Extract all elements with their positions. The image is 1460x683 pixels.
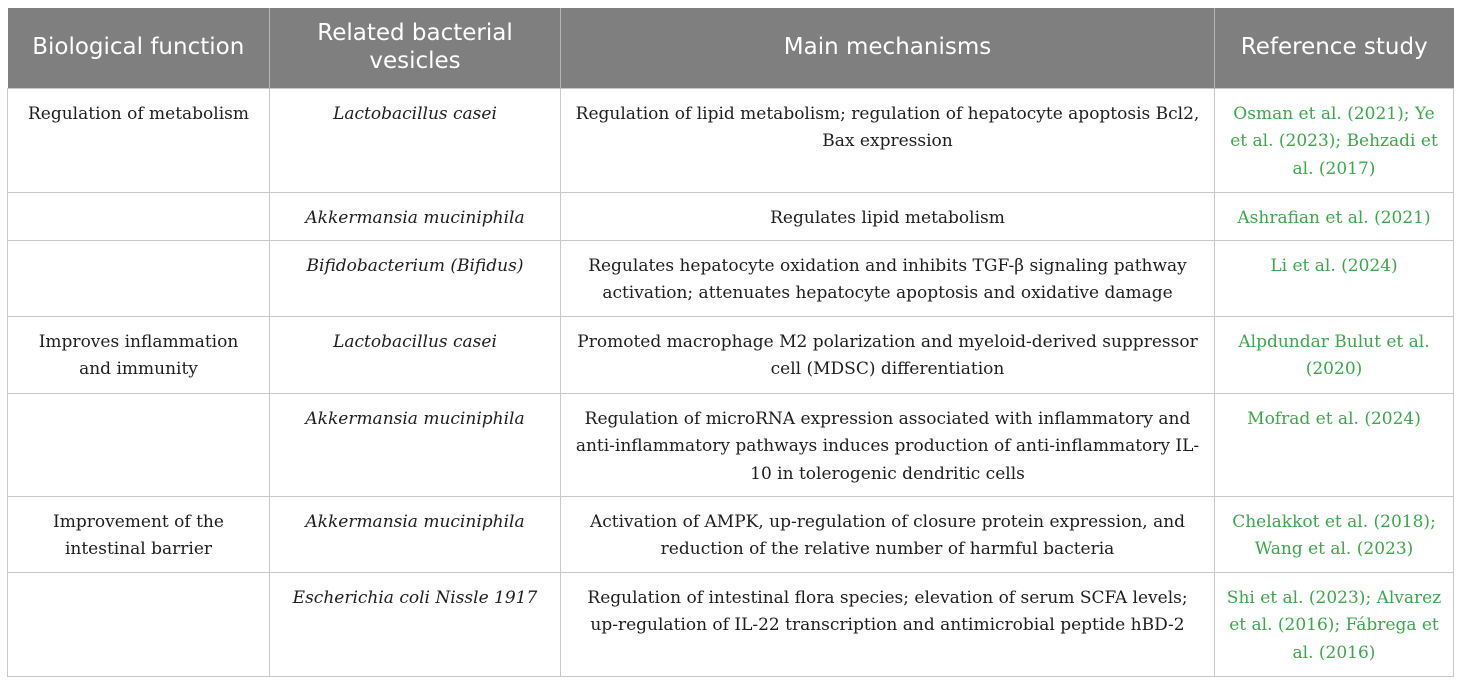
vesicle-cell: Akkermansia muciniphila (270, 192, 561, 240)
reference-link[interactable]: Behzadi et al. (2017) (1292, 131, 1438, 179)
reference-cell (1215, 393, 1454, 496)
table-row (8, 240, 1454, 316)
function-cell (8, 240, 270, 316)
reference-link[interactable]: Ashrafian et al. (2021) (1237, 207, 1431, 228)
reference-link[interactable]: Ye et al. (2023) (1230, 103, 1435, 151)
header-related-bacterial-vesicles: Related bacterial vesicles (270, 8, 561, 88)
vesicle-cell: Lactobacillus casei (270, 88, 561, 192)
mechanism-cell: Regulates hepatocyte oxidation and inhibits TGF-β signaling pathway activation; attenuates hepatocyte apoptosis and oxidative damage (561, 240, 1215, 316)
table-row (8, 316, 1454, 393)
reference-link[interactable]: Chelakkot et al. (2018) (1232, 511, 1431, 532)
table-row (8, 496, 1454, 572)
header-row (8, 8, 1454, 88)
reference-cell: Shi et al. (2023); Alvarez et al. (2016); Fábrega et al. (2016) (1215, 572, 1454, 676)
vesicle-cell: Escherichia coli Nissle 1917 (270, 572, 561, 676)
function-cell (8, 393, 270, 496)
reference-link[interactable]: Shi et al. (2023) (1226, 587, 1366, 608)
table-row (8, 88, 1454, 192)
function-cell: Regulation of metabolism (8, 88, 270, 192)
reference-cell (1215, 240, 1454, 316)
reference-link[interactable]: Fábrega et al. (2016) (1292, 615, 1439, 663)
function-cell: Improvement of the intestinal barrier (8, 496, 270, 572)
reference-link[interactable]: Wang et al. (2023) (1254, 539, 1414, 559)
reference-link[interactable]: Osman et al. (2021) (1233, 103, 1404, 124)
mechanism-cell: Regulation of lipid metabolism; regulation of hepatocyte apoptosis Bcl2, Bax expression (561, 88, 1215, 192)
table-row (8, 192, 1454, 240)
data-table (7, 8, 1454, 677)
reference-cell: Chelakkot et al. (2018); Wang et al. (2023) (1215, 496, 1454, 572)
reference-link[interactable]: Alpdundar Bulut et al. (2020) (1238, 331, 1430, 379)
header-main-mechanisms: Main mechanisms (561, 8, 1215, 88)
header-biological-function: Biological function (8, 8, 270, 88)
mechanism-cell: Regulation of intestinal flora species; elevation of serum SCFA levels; up-regulation of IL-22 transcription and antimicrobial peptide hBD-2 (561, 572, 1215, 676)
reference-cell: Osman et al. (2021); Ye et al. (2023); Behzadi et al. (2017) (1215, 88, 1454, 192)
reference-link[interactable]: Mofrad et al. (2024) (1247, 408, 1421, 429)
function-cell (8, 572, 270, 676)
mechanism-cell: Regulates lipid metabolism (561, 192, 1215, 240)
function-cell (8, 192, 270, 240)
reference-cell (1215, 316, 1454, 393)
reference-link[interactable]: Li et al. (2024) (1270, 255, 1398, 276)
reference-cell (1215, 192, 1454, 240)
mechanism-cell: Promoted macrophage M2 polarization and myeloid-derived suppressor cell (MDSC) differentiation (561, 316, 1215, 393)
vesicle-cell: Bifidobacterium (Bifidus) (270, 240, 561, 316)
mechanism-cell: Regulation of microRNA expression associated with inflammatory and anti-inflammatory pathways induces production of anti-inflammatory IL-10 in tolerogenic dendritic cells (561, 393, 1215, 496)
reference-link[interactable]: Alvarez et al. (2016) (1229, 587, 1442, 635)
header-reference-study: Reference study (1215, 8, 1454, 88)
table-row (8, 393, 1454, 496)
vesicle-cell: Lactobacillus casei (270, 316, 561, 393)
table-body (8, 88, 1454, 676)
table-header (8, 8, 1454, 88)
vesicle-cell: Akkermansia muciniphila (270, 393, 561, 496)
mechanism-cell: Activation of AMPK, up-regulation of closure protein expression, and reduction of the relative number of harmful bacteria (561, 496, 1215, 572)
table-row (8, 572, 1454, 676)
vesicle-cell: Akkermansia muciniphila (270, 496, 561, 572)
function-cell: Improves inflammation and immunity (8, 316, 270, 393)
